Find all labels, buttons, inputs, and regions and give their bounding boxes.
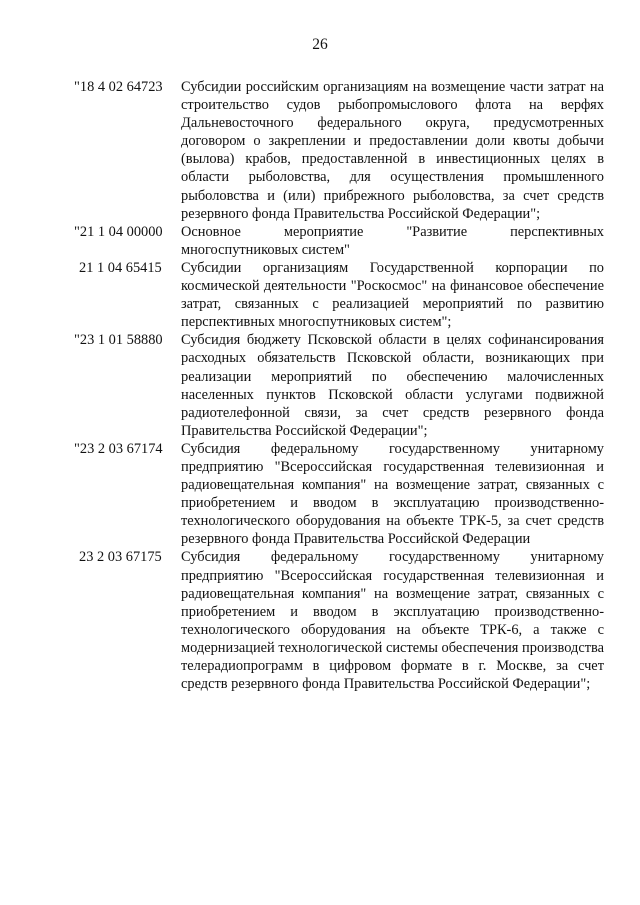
budget-description: Субсидии организациям Государственной корпорации по космической деятельности "Роскосмос" на финансовое обеспечение затрат, связанных с реализацией мероприятий по развитию перспективных многоспутниковых систем";: [181, 259, 604, 331]
budget-entry: [74, 259, 604, 331]
budget-entry: [74, 548, 604, 693]
budget-entry: [74, 223, 604, 259]
budget-entries-list: [74, 78, 604, 693]
budget-entry: [74, 440, 604, 549]
budget-description: Субсидии российским организациям на возмещение части затрат на строительство судов рыбопромыслового флота на верфях Дальневосточного федерального округа, предусмотренных договором о закреплении и предоставлении доли квоты добычи (вылова) крабов, предоставленной в инвестиционных целях в области рыболовства, для осуществления промышленного рыболовства и (или) прибрежного рыболовства, за счет средств резервного фонда Правительства Российской Федерации";: [181, 79, 604, 222]
budget-entry: [74, 331, 604, 440]
budget-code: 23 2 03 67175: [79, 549, 162, 566]
budget-entry: [74, 78, 604, 223]
budget-description: Субсидия бюджету Псковской области в целях софинансирования расходных обязательств Псковской области, возникающих при реализации мероприятий по обеспечению малочисленных населенных пунктов Псковской области услугами подвижной радиотелефонной связи, за счет средств резервного фонда Правительства Российской Федерации";: [181, 332, 604, 439]
budget-description: Субсидия федеральному государственному унитарному предприятию "Всероссийская государственная телевизионная и радиовещательная компания" на возмещение затрат, связанных с приобретением и вводом в эксплуатацию производственно-технологического оборудования на объекте ТРК-5, за счет средств резервного фонда Правительства Российской Федерации: [181, 440, 604, 548]
budget-code: "23 1 01 58880: [74, 332, 163, 349]
budget-code: "18 4 02 64723: [74, 79, 163, 95]
budget-description: Субсидия федеральному государственному унитарному предприятию "Всероссийская государственная телевизионная и радиовещательная компания" на возмещение затрат, связанных с приобретением и вводом в эксплуатацию производственно-технологического оборудования на объекте ТРК-6, а также с модернизацией технологической системы обеспечения производства телерадиопрограмм в цифровом формате в г. Москве, за счет средств резервного фонда Правительства Российской Федерации";: [181, 549, 604, 693]
budget-code: "23 2 03 67174: [74, 440, 163, 457]
budget-code: "21 1 04 00000: [74, 223, 163, 240]
budget-code: 21 1 04 65415: [79, 259, 162, 276]
budget-description: Основное мероприятие "Развитие перспективных многоспутниковых систем": [181, 223, 604, 258]
page-number: 26: [312, 36, 328, 53]
